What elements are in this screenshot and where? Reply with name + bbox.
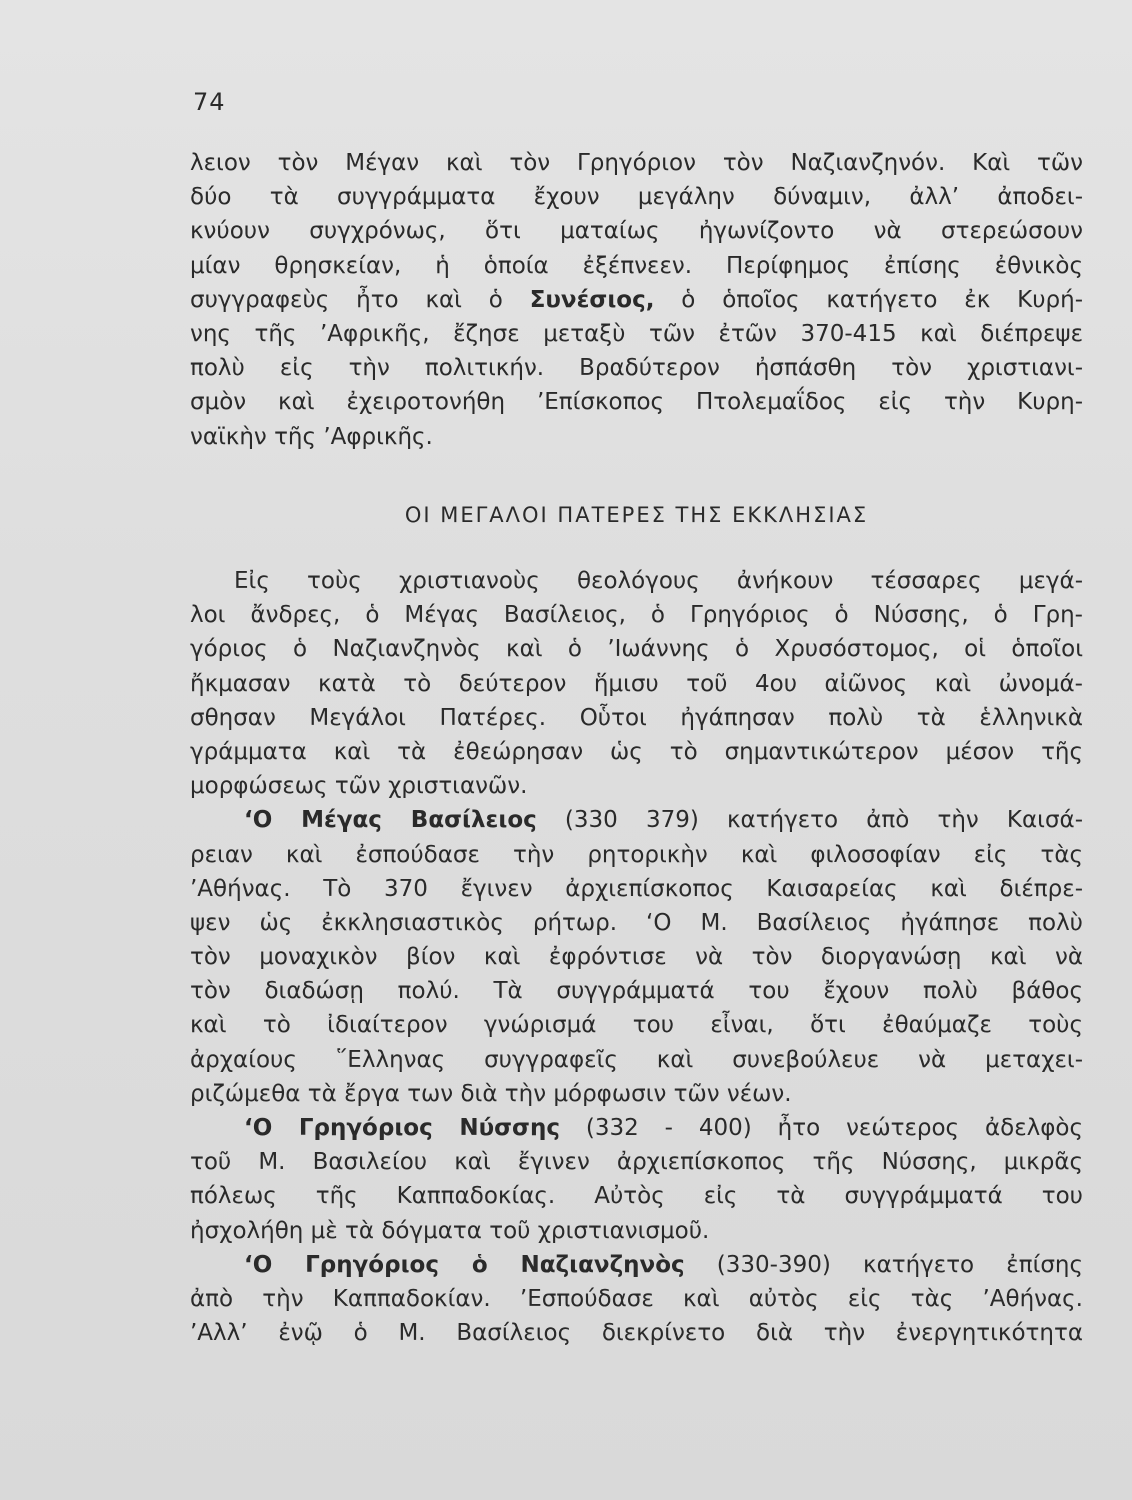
text-line: ἀρχαίους ῞Ελληνας συγγραφεῖς καὶ συνεβούλευε νὰ μεταχει-: [190, 1046, 1083, 1073]
name-gregory-nazianzus: ‘Ο Γρηγόριος ὁ Ναζιανζηνὸς: [244, 1251, 685, 1278]
text-line: μίαν θρησκείαν, ἡ ὁποία ἐξέπνεεν. Περίφημος ἐπίσης ἐθνικὸς: [190, 252, 1083, 279]
text-line: σθησαν Μεγάλοι Πατέρες. Οὗτοι ἠγάπησαν πολὺ τὰ ἑλληνικὰ: [190, 704, 1083, 731]
text-line: ἠσχολήθη μὲ τὰ δόγματα τοῦ χριστιανισμοῦ.: [190, 1217, 710, 1244]
text-line: [190, 1111, 1083, 1145]
text-line: δύο τὰ συγγράμματα ἔχουν μεγάλην δύναμιν, ἀλλ’ ἀποδει-: [190, 184, 1083, 211]
section-heading: ΟΙ ΜΕΓΑΛΟΙ ΠΑΤΕΡΕΣ ΤΗΣ ΕΚΚΛΗΣΙΑΣ: [404, 503, 869, 527]
name-gregory-nyssa: ‘Ο Γρηγόριος Νύσσης: [244, 1115, 560, 1141]
text-fragment: συγγραφεὺς ἦτο καὶ ὁ: [190, 286, 530, 313]
text-line: ἀπὸ τὴν Καππαδοκίαν. ’Εσπούδασε καὶ αὐτὸς εἰς τὰς ’Αθήνας.: [190, 1285, 1083, 1312]
text-fragment: (330-390) κατήγετο ἐπίσης: [684, 1251, 1084, 1278]
text-line: ρειαν καὶ ἐσπούδασε τὴν ρητορικὴν καὶ φιλοσοφίαν εἰς τὰς: [190, 841, 1083, 868]
text-line: λειον τὸν Μέγαν καὶ τὸν Γρηγόριον τὸν Ναζιανζηνόν. Καὶ τῶν: [190, 150, 1083, 176]
text-line: γόριος ὁ Ναζιανζηνὸς καὶ ὁ ’Ιωάννης ὁ Χρυσόστομος, οἱ ὁποῖοι: [190, 636, 1083, 663]
text-fragment: ὁ ὁποῖος κατήγετο ἐκ Κυρή-: [654, 286, 1083, 313]
text-fragment: (330 379) κατήγετο ἀπὸ τὴν Καισά-: [536, 807, 1083, 834]
text-line: πόλεως τῆς Καππαδοκίας. Αὐτὸς εἰς τὰ συγγράμματά του: [190, 1183, 1083, 1210]
text-line: ψεν ὡς ἐκκλησιαστικὸς ρήτωρ. ‘Ο Μ. Βασίλειος ἠγάπησε πολὺ: [190, 909, 1083, 936]
text-line: [190, 283, 1083, 317]
text-line: [190, 803, 1083, 837]
text-line: ἤκμασαν κατὰ τὸ δεύτερον ἥμισυ τοῦ 4ου αἰῶνος καὶ ὠνομά-: [190, 670, 1083, 697]
text-line: λοι ἄνδρες, ὁ Μέγας Βασίλειος, ὁ Γρηγόριος ὁ Νύσσης, ὁ Γρη-: [190, 602, 1083, 629]
text-fragment: (332 - 400) ἦτο νεώτερος ἀδελφὸς: [559, 1115, 1083, 1141]
text-line: ριζώμεθα τὰ ἔργα των διὰ τὴν μόρφωσιν τῶν νέων.: [190, 1080, 792, 1107]
paragraph-great-fathers: [190, 564, 1083, 1350]
text-line: τὸν μοναχικὸν βίον καὶ ἐφρόντισε νὰ τὸν διοργανώσῃ καὶ νὰ: [190, 944, 1083, 971]
text-line: σμὸν καὶ ἐχειροτονήθη ’Επίσκοπος Πτολεμαΐδος εἰς τὴν Κυρη-: [190, 389, 1083, 416]
text-line: [190, 1248, 1083, 1282]
page-number: 74: [193, 88, 226, 116]
text-line: πολὺ εἰς τὴν πολιτικήν. Βραδύτερον ἠσπάσθη τὸν χριστιανι-: [190, 355, 1083, 382]
text-line: καὶ τὸ ἰδιαίτερον γνώρισμά του εἶναι, ὅτι ἐθαύμαζε τοὺς: [190, 1012, 1083, 1039]
text-line: Εἰς τοὺς χριστιανοὺς θεολόγους ἀνήκουν τέσσαρες μεγά-: [234, 568, 1083, 594]
text-line: μορφώσεως τῶν χριστιανῶν.: [190, 773, 528, 800]
text-line: γράμματα καὶ τὰ ἐθεώρησαν ὡς τὸ σημαντικώτερον μέσον τῆς: [190, 738, 1083, 765]
name-basil: ‘Ο Μέγας Βασίλειος: [244, 807, 537, 834]
text-line: κνύουν συγχρόνως, ὅτι ματαίως ἠγωνίζοντο νὰ στερεώσουν: [190, 218, 1083, 245]
text-line: τοῦ Μ. Βασιλείου καὶ ἔγινεν ἀρχιεπίσκοπος τῆς Νύσσης, μικρᾶς: [190, 1149, 1083, 1176]
text-line: ’Αθήνας. Τὸ 370 ἔγινεν ἀρχιεπίσκοπος Καισαρείας καὶ διέπρε-: [190, 875, 1083, 902]
paragraph-synesios: [190, 146, 1083, 454]
text-line: ναϊκὴν τῆς ’Αφρικῆς.: [190, 423, 433, 450]
name-synesios: Συνέσιος,: [529, 286, 655, 313]
text-line: ’Αλλ’ ἐνῷ ὁ Μ. Βασίλειος διεκρίνετο διὰ τὴν ἐνεργητικότητα: [190, 1320, 1083, 1347]
text-line: νης τῆς ’Αφρικῆς, ἔζησε μεταξὺ τῶν ἐτῶν 370-415 καὶ διέπρεψε: [190, 320, 1083, 347]
text-line: τὸν διαδώσῃ πολύ. Τὰ συγγράμματά του ἔχουν πολὺ βάθος: [190, 978, 1083, 1005]
